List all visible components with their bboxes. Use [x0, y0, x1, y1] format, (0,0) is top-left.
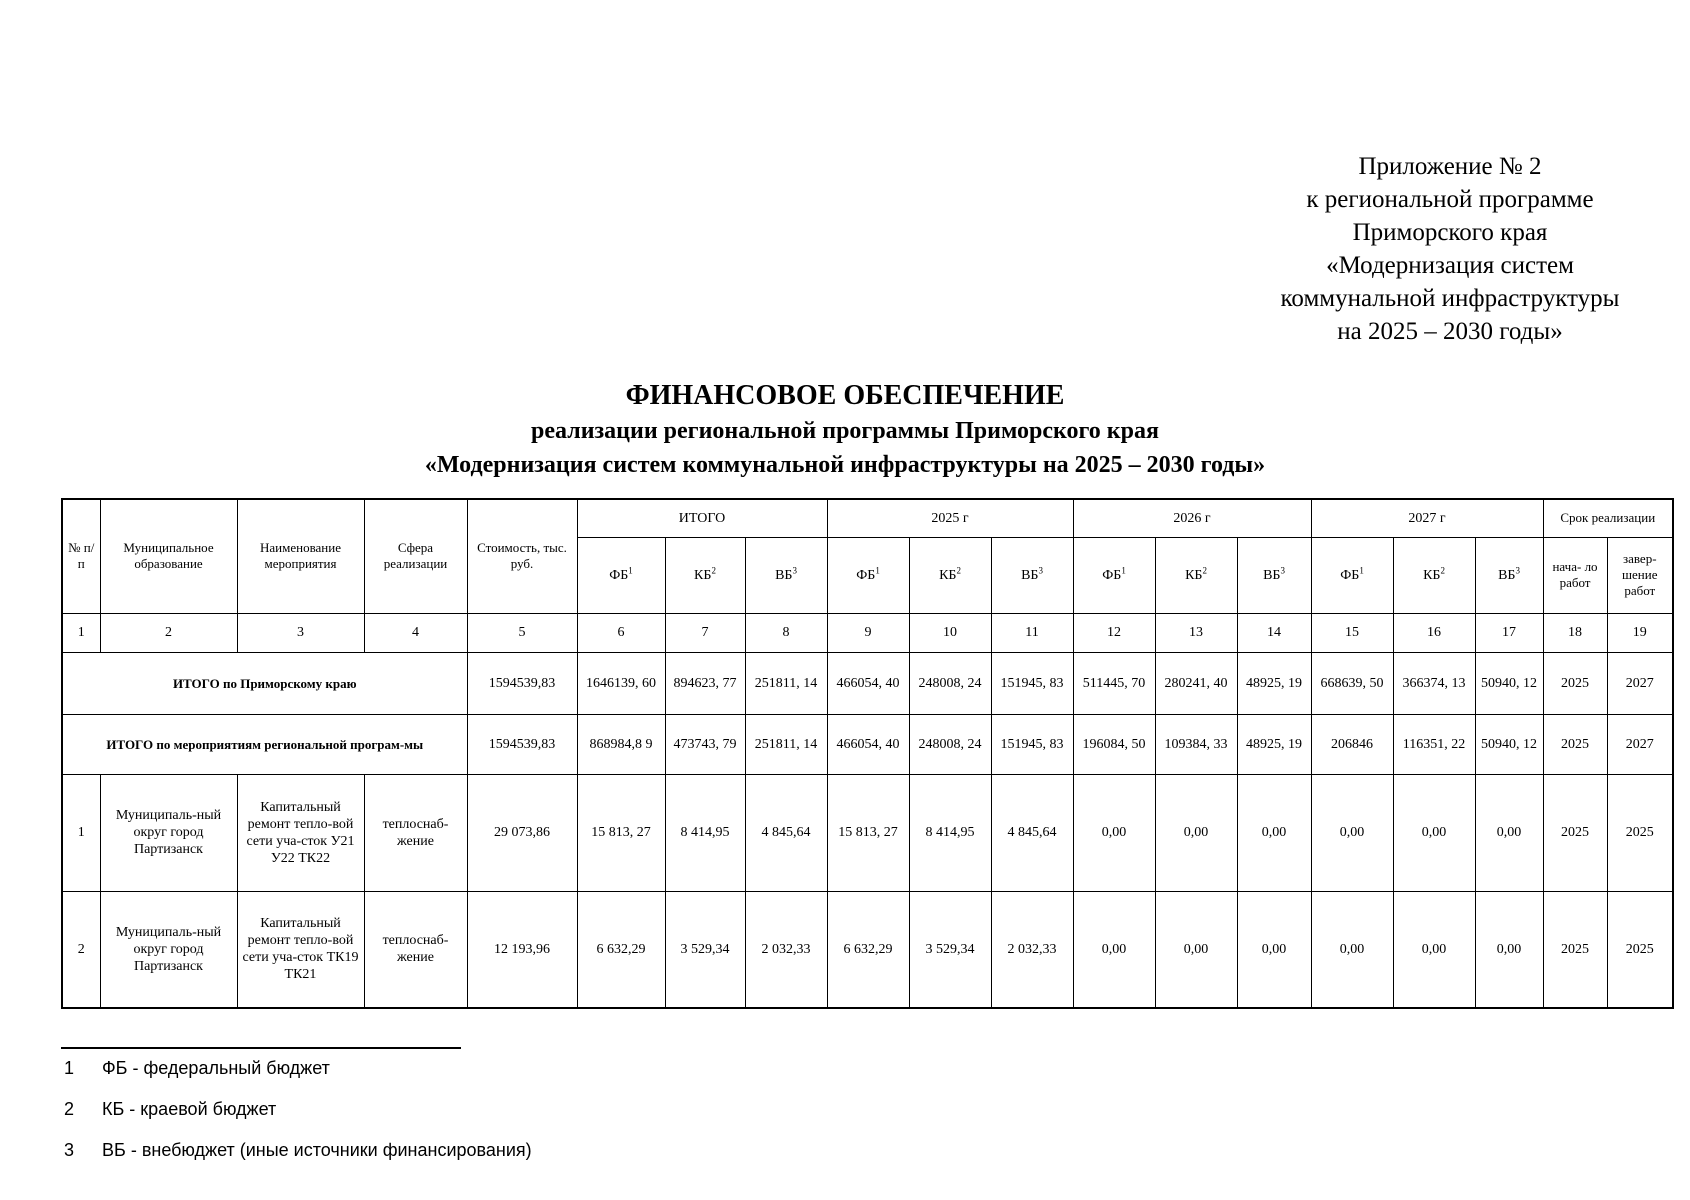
table-cell: 894623, 77	[665, 652, 745, 714]
footnote-text: ВБ - внебюджет (иные источники финансирования)	[102, 1140, 532, 1160]
total-region-label: ИТОГО по Приморскому краю	[62, 652, 467, 714]
appendix-line: «Модернизация систем	[1326, 252, 1574, 279]
table-cell: 116351, 22	[1393, 714, 1475, 774]
header-fb	[1073, 537, 1155, 613]
table-cell: 0,00	[1311, 891, 1393, 1008]
sphere-cell: теплоснаб-жение	[364, 891, 467, 1008]
footnote-separator	[61, 1047, 461, 1049]
table-cell: 12 193,96	[467, 891, 577, 1008]
col-number: 9	[827, 613, 909, 652]
title-subtitle-1: реализации региональной программы Приморского края	[531, 418, 1159, 444]
fb-label: ФБ	[1340, 567, 1360, 583]
col-number: 19	[1607, 613, 1673, 652]
header-vb	[745, 537, 827, 613]
table-cell: 4 845,64	[745, 774, 827, 891]
col-number: 18	[1543, 613, 1607, 652]
table-cell: 1646139, 60	[577, 652, 665, 714]
table-cell: 1594539,83	[467, 714, 577, 774]
table-cell: 0,00	[1237, 891, 1311, 1008]
table-cell: 3 529,34	[665, 891, 745, 1008]
header-fb	[1311, 537, 1393, 613]
header-end: завер- шение работ	[1607, 537, 1673, 613]
col-number: 13	[1155, 613, 1237, 652]
row-number: 2	[62, 891, 100, 1008]
footnote-ref: 1	[875, 564, 880, 575]
footnote-ref: 3	[1280, 564, 1285, 575]
table-cell: 29 073,86	[467, 774, 577, 891]
vb-label: ВБ	[775, 567, 793, 583]
financing-table	[61, 498, 1674, 1009]
kb-label: КБ	[939, 567, 957, 583]
fb-label: ФБ	[1102, 567, 1122, 583]
table-cell: 3 529,34	[909, 891, 991, 1008]
sphere-cell: теплоснаб-жение	[364, 774, 467, 891]
footnote-ref: 3	[1515, 564, 1520, 575]
col-number: 12	[1073, 613, 1155, 652]
col-number: 5	[467, 613, 577, 652]
appendix-line: Приморского края	[1352, 219, 1548, 246]
table-cell: 151945, 83	[991, 714, 1073, 774]
header-cost: Стоимость, тыс. руб.	[467, 499, 577, 613]
table-cell: 15 813, 27	[577, 774, 665, 891]
col-number: 11	[991, 613, 1073, 652]
table-cell: 151945, 83	[991, 652, 1073, 714]
kb-label: КБ	[1185, 567, 1203, 583]
table-cell: 0,00	[1237, 774, 1311, 891]
col-number: 1	[62, 613, 100, 652]
header-kb	[665, 537, 745, 613]
table-cell: 668639, 50	[1311, 652, 1393, 714]
appendix-line: Приложение № 2	[1358, 153, 1542, 180]
table-cell: 473743, 79	[665, 714, 745, 774]
column-numbers-row	[62, 613, 1673, 652]
header-fb	[577, 537, 665, 613]
footnote-ref: 1	[628, 564, 633, 575]
col-number: 17	[1475, 613, 1543, 652]
footnote-ref: 3	[1038, 564, 1043, 575]
appendix-line: коммунальной инфраструктуры	[1280, 285, 1620, 312]
header-kb	[1393, 537, 1475, 613]
total-program-row	[62, 714, 1673, 774]
table-cell: 0,00	[1073, 891, 1155, 1008]
header-fb	[827, 537, 909, 613]
table-row	[62, 891, 1673, 1008]
table-cell: 2025	[1543, 891, 1607, 1008]
table-cell: 6 632,29	[577, 891, 665, 1008]
table-cell: 868984,8 9	[577, 714, 665, 774]
table-cell: 2027	[1607, 652, 1673, 714]
footnote-item	[64, 1055, 532, 1096]
table-cell: 109384, 33	[1155, 714, 1237, 774]
table-cell: 4 845,64	[991, 774, 1073, 891]
header-sphere: Сфера реализации	[364, 499, 467, 613]
table-cell: 206846	[1311, 714, 1393, 774]
document-title	[0, 378, 1690, 482]
header-kb	[1155, 537, 1237, 613]
row-number: 1	[62, 774, 100, 891]
table-cell: 1594539,83	[467, 652, 577, 714]
event-cell: Капитальный ремонт тепло-вой сети уча-сток ТК19 ТК21	[237, 891, 364, 1008]
col-number: 2	[100, 613, 237, 652]
table-cell: 2027	[1607, 714, 1673, 774]
header-vb	[1475, 537, 1543, 613]
footnote-number: 1	[64, 1058, 75, 1078]
municipality-cell: Муниципаль-ный округ город Партизанск	[100, 891, 237, 1008]
table-cell: 251811, 14	[745, 652, 827, 714]
table-cell: 0,00	[1155, 774, 1237, 891]
header-municipality: Муниципальное образование	[100, 499, 237, 613]
footnote-number: 3	[64, 1140, 75, 1160]
table-cell: 2025	[1543, 714, 1607, 774]
header-vb	[1237, 537, 1311, 613]
header-num: № п/ п	[62, 499, 100, 613]
kb-label: КБ	[694, 567, 712, 583]
fb-label: ФБ	[609, 567, 629, 583]
kb-label: КБ	[1423, 567, 1441, 583]
table-cell: 196084, 50	[1073, 714, 1155, 774]
footnote-ref: 2	[711, 564, 716, 575]
col-number: 14	[1237, 613, 1311, 652]
table-cell: 248008, 24	[909, 652, 991, 714]
col-number: 10	[909, 613, 991, 652]
col-number: 4	[364, 613, 467, 652]
table-cell: 8 414,95	[909, 774, 991, 891]
col-number: 16	[1393, 613, 1475, 652]
table-cell: 48925, 19	[1237, 652, 1311, 714]
header-term: Срок реализации	[1543, 499, 1673, 537]
table-cell: 2 032,33	[991, 891, 1073, 1008]
header-2026: 2026 г	[1073, 499, 1311, 537]
table-cell: 466054, 40	[827, 714, 909, 774]
footnote-item	[64, 1096, 532, 1137]
appendix-line: к региональной программе	[1306, 186, 1594, 213]
table-cell: 280241, 40	[1155, 652, 1237, 714]
table-cell: 0,00	[1155, 891, 1237, 1008]
table-cell: 466054, 40	[827, 652, 909, 714]
col-number: 15	[1311, 613, 1393, 652]
table-cell: 48925, 19	[1237, 714, 1311, 774]
footnote-ref: 1	[1121, 564, 1126, 575]
table-cell: 2025	[1607, 891, 1673, 1008]
footnote-ref: 2	[1202, 564, 1207, 575]
table-cell: 0,00	[1475, 891, 1543, 1008]
table-cell: 0,00	[1393, 891, 1475, 1008]
vb-label: ВБ	[1263, 567, 1281, 583]
header-event: Наименование мероприятия	[237, 499, 364, 613]
municipality-cell: Муниципаль-ный округ город Партизанск	[100, 774, 237, 891]
table-cell: 2025	[1543, 652, 1607, 714]
header-vb	[991, 537, 1073, 613]
table-row	[62, 774, 1673, 891]
footnote-text: КБ - краевой бюджет	[102, 1099, 277, 1119]
appendix-line: на 2025 – 2030 годы»	[1337, 318, 1563, 345]
table-cell: 0,00	[1475, 774, 1543, 891]
table-cell: 0,00	[1073, 774, 1155, 891]
table-cell: 50940, 12	[1475, 714, 1543, 774]
appendix-note	[1230, 150, 1670, 348]
header-start: нача- ло работ	[1543, 537, 1607, 613]
table-cell: 50940, 12	[1475, 652, 1543, 714]
table-cell: 0,00	[1311, 774, 1393, 891]
col-number: 3	[237, 613, 364, 652]
table-cell: 248008, 24	[909, 714, 991, 774]
footnote-item	[64, 1137, 532, 1178]
footnote-ref: 2	[1440, 564, 1445, 575]
table-cell: 8 414,95	[665, 774, 745, 891]
header-total: ИТОГО	[577, 499, 827, 537]
footnote-ref: 1	[1359, 564, 1364, 575]
table-cell: 0,00	[1393, 774, 1475, 891]
vb-label: ВБ	[1498, 567, 1516, 583]
table-cell: 2025	[1543, 774, 1607, 891]
header-kb	[909, 537, 991, 613]
col-number: 8	[745, 613, 827, 652]
table-cell: 511445, 70	[1073, 652, 1155, 714]
footnote-ref: 2	[956, 564, 961, 575]
title-subtitle-2: «Модернизация систем коммунальной инфраструктуры на 2025 – 2030 годы»	[424, 452, 1266, 478]
table-cell: 6 632,29	[827, 891, 909, 1008]
col-number: 7	[665, 613, 745, 652]
total-program-label: ИТОГО по мероприятиям региональной програм-мы	[62, 714, 467, 774]
col-number: 6	[577, 613, 665, 652]
event-cell: Капитальный ремонт тепло-вой сети уча-сток У21 У22 ТК22	[237, 774, 364, 891]
table-cell: 366374, 13	[1393, 652, 1475, 714]
footnote-ref: 3	[792, 564, 797, 575]
footnote-number: 2	[64, 1099, 75, 1119]
table-cell: 2 032,33	[745, 891, 827, 1008]
header-2025: 2025 г	[827, 499, 1073, 537]
header-row-1	[62, 499, 1673, 537]
total-region-row	[62, 652, 1673, 714]
title-main: ФИНАНСОВОЕ ОБЕСПЕЧЕНИЕ	[625, 380, 1065, 411]
fb-label: ФБ	[856, 567, 876, 583]
vb-label: ВБ	[1021, 567, 1039, 583]
header-2027: 2027 г	[1311, 499, 1543, 537]
footnotes	[64, 1055, 532, 1178]
table-cell: 2025	[1607, 774, 1673, 891]
footnote-text: ФБ - федеральный бюджет	[102, 1058, 330, 1078]
table-cell: 15 813, 27	[827, 774, 909, 891]
table-cell: 251811, 14	[745, 714, 827, 774]
